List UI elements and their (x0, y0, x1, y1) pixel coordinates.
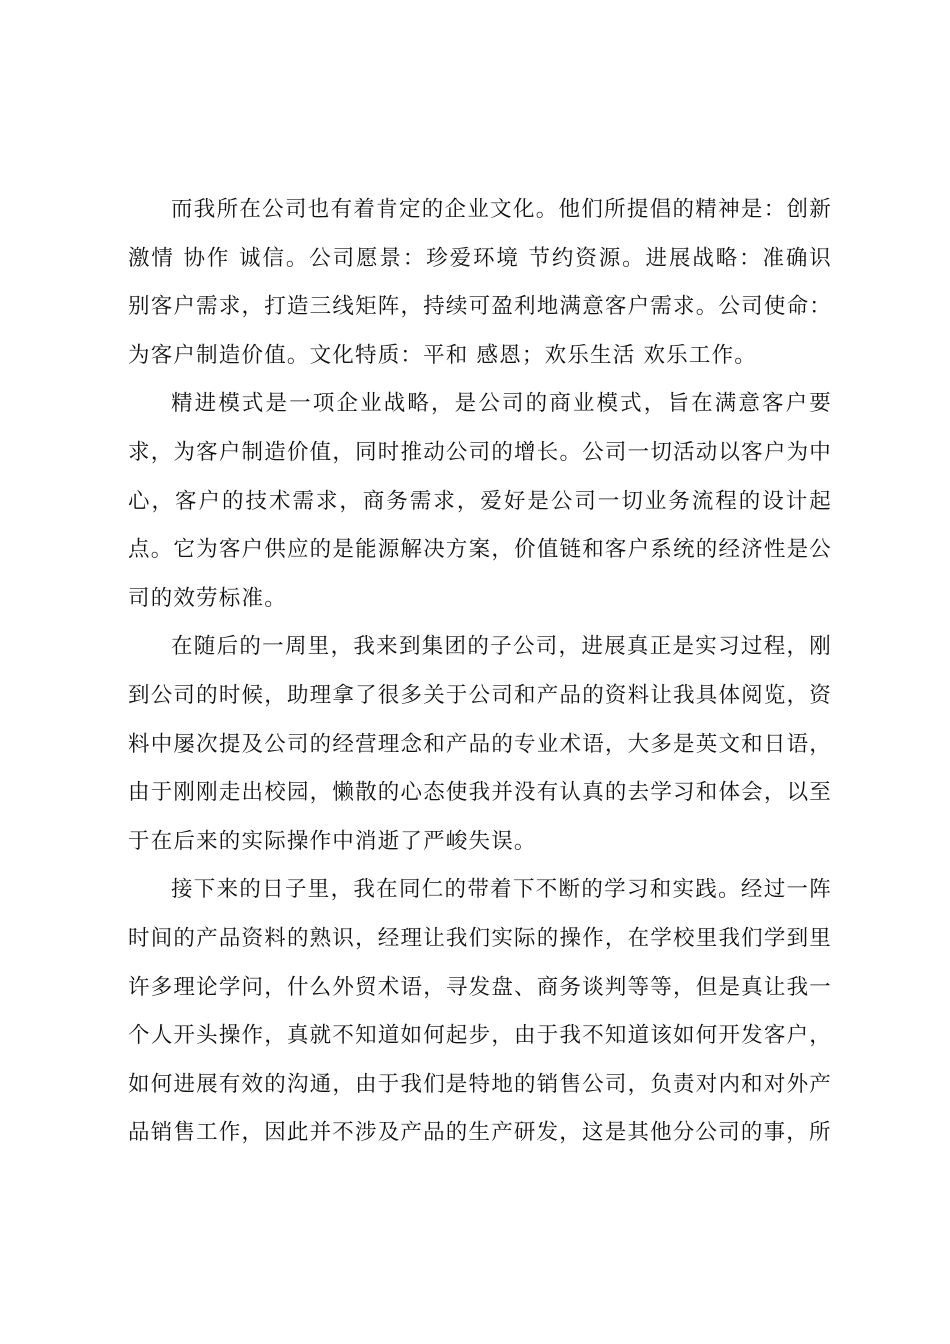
paragraph-4: 接下来的日子里，我在同仁的带着下不断的学习和实践。经过一阵时间的产品资料的熟识，经理让我们实际的操作，在学校里我们学到里许多理论学问，什么外贸术语，寻发盘、商务谈判等等，但是真让我一个人开头操作，真就不知道如何起步，由于我不知道该如何开发客户，如何进展有效的沟通，由于我们是特地的销售公司，负责对内和对外产品销售工作，因此并不涉及产品的生产研发，这是其他分公司的事，所 (128, 877, 832, 1146)
document-body (128, 186, 832, 1158)
paragraph-2: 精进模式是一项企业战略，是公司的商业模式，旨在满意客户要求，为客户制造价值，同时推动公司的增长。公司一切活动以客户为中心，客户的技术需求，商务需求，爱好是公司一切业务流程的设计起点。它为客户供应的是能源解决方案，价值链和客户系统的经济性是公司的效劳标准。 (128, 391, 832, 611)
paragraph-3: 在随后的一周里，我来到集团的子公司，进展真正是实习过程，刚到公司的时候，助理拿了很多关于公司和产品的资料让我具体阅览，资料中屡次提及公司的经营理念和产品的专业术语，大多是英文和日语，由于刚刚走出校园，懒散的心态使我并没有认真的去学习和体会，以至于在后来的实际操作中消逝了严峻失误。 (128, 634, 832, 854)
paragraph-1: 而我所在公司也有着肯定的企业文化。他们所提倡的精神是：创新激情 协作 诚信。公司愿景：珍爱环境 节约资源。进展战略：准确识别客户需求，打造三线矩阵，持续可盈利地满意客户需求。公司使命：为客户制造价值。文化特质：平和 感恩；欢乐生活 欢乐工作。 (128, 197, 832, 368)
